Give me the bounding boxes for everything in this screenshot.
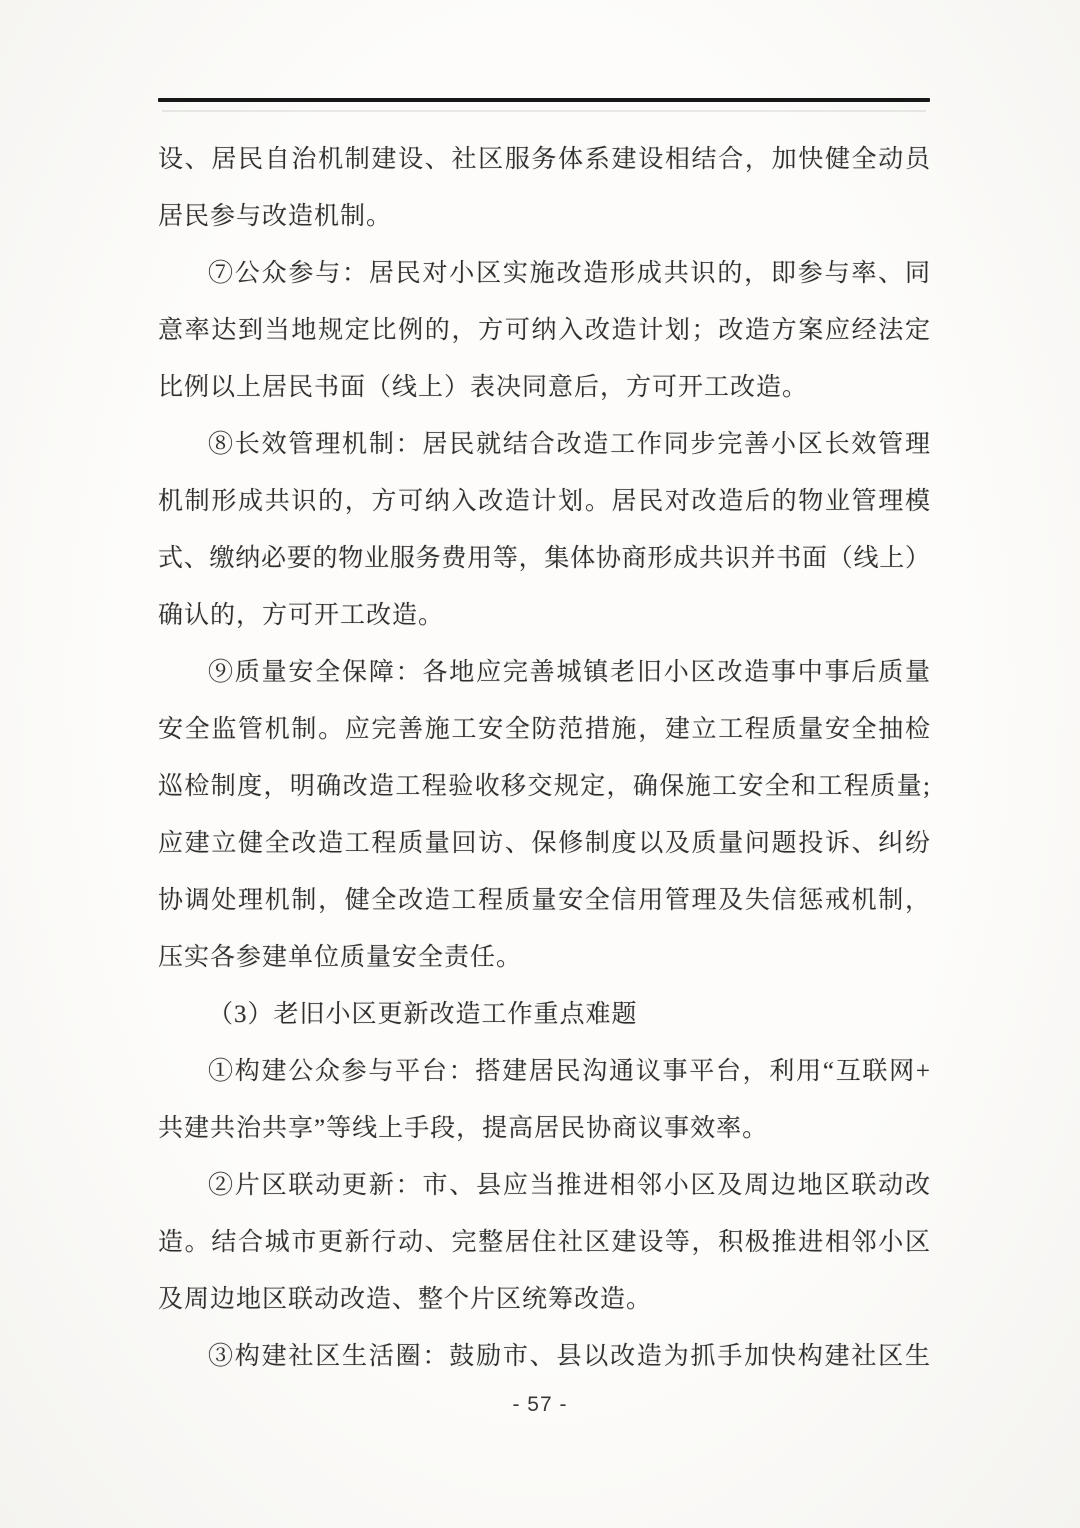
page-number: - 57 - xyxy=(512,1393,568,1416)
body-line: 及周边地区联动改造、整个片区统筹改造。 xyxy=(158,1286,653,1313)
body-line-section-heading: （3）老旧小区更新改造工作重点难题 xyxy=(208,1001,638,1028)
body-line: ⑨质量安全保障：各地应完善城镇老旧小区改造事中事后质量 xyxy=(208,659,930,686)
body-line: 机制形成共识的，方可纳入改造计划。居民对改造后的物业管理模 xyxy=(158,488,930,515)
header-divider-line xyxy=(158,98,930,102)
body-line: 安全监管机制。应完善施工安全防范措施，建立工程质量安全抽检 xyxy=(158,716,930,743)
body-line: ①构建公众参与平台：搭建居民沟通议事平台，利用“互联网+ xyxy=(208,1058,930,1085)
body-line: 意率达到当地规定比例的，方可纳入改造计划；改造方案应经法定 xyxy=(158,317,930,344)
page-body-text xyxy=(158,131,930,1385)
body-line: ⑧长效管理机制：居民就结合改造工作同步完善小区长效管理 xyxy=(208,431,930,458)
body-line: 共建共治共享”等线上手段，提高居民协商议事效率。 xyxy=(158,1115,769,1142)
header-divider-shadow xyxy=(162,110,926,112)
body-line: 应建立健全改造工程质量回访、保修制度以及质量问题投诉、纠纷 xyxy=(158,830,930,857)
body-line: 造。结合城市更新行动、完整居住社区建设等，积极推进相邻小区 xyxy=(158,1229,930,1256)
body-line: ⑦公众参与：居民对小区实施改造形成共识的，即参与率、同 xyxy=(208,260,930,287)
body-line: 巡检制度，明确改造工程验收移交规定，确保施工安全和工程质量; xyxy=(158,773,930,800)
body-line: 确认的，方可开工改造。 xyxy=(158,602,445,629)
body-line: 压实各参建单位质量安全责任。 xyxy=(158,944,523,971)
body-line: ③构建社区生活圈：鼓励市、县以改造为抓手加快构建社区生 xyxy=(208,1343,930,1370)
body-line: 设、居民自治机制建设、社区服务体系建设相结合，加快健全动员 xyxy=(158,146,930,173)
body-line: 居民参与改造机制。 xyxy=(158,203,393,230)
body-line: 比例以上居民书面（线上）表决同意后，方可开工改造。 xyxy=(158,374,809,401)
body-line: 式、缴纳必要的物业服务费用等，集体协商形成共识并书面（线上） xyxy=(158,545,930,572)
body-line: ②片区联动更新：市、县应当推进相邻小区及周边地区联动改 xyxy=(208,1172,930,1199)
body-line: 协调处理机制，健全改造工程质量安全信用管理及失信惩戒机制， xyxy=(158,887,930,914)
